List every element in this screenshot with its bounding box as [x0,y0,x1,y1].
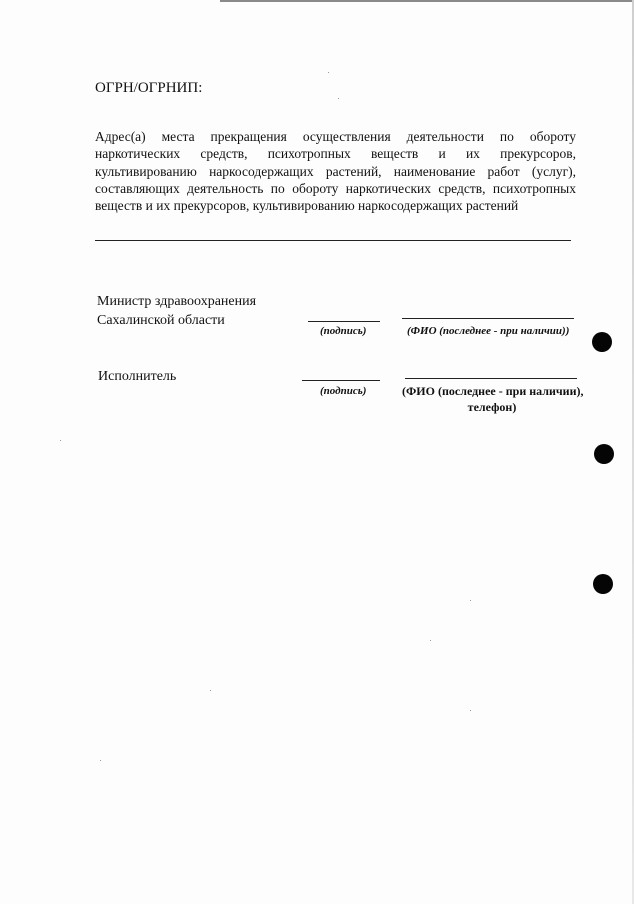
executor-label: Исполнитель [98,369,177,384]
scan-speck [210,690,211,691]
executor-name-caption [402,383,582,415]
punch-hole [594,444,614,464]
executor-name-caption-line-2: телефон) [467,400,517,414]
minister-title [97,292,256,330]
minister-signature-line [308,321,380,322]
executor-signature-caption: (подпись) [320,385,367,397]
punch-hole [593,574,613,594]
minister-name-caption: (ФИО (последнее - при наличии)) [407,325,570,337]
minister-signature-caption: (подпись) [320,325,367,337]
scan-edge-top [220,0,634,2]
address-paragraph: Адрес(а) места прекращения осуществления деятельности по обороту наркотических средств, психотропных веществ и их прекурсоров, культивированию наркосодержащих растений, наименование работ (услуг), составляющих деятельность по обороту наркотических средств, психотропных веществ и их прекурсоров, культивированию наркосодержащих растений [95,129,576,214]
scan-speck [60,440,61,441]
executor-signature-line [302,380,380,381]
scan-speck [338,98,339,99]
executor-name-line [405,378,577,379]
executor-name-caption-line-1: (ФИО (последнее - при наличии), [402,384,584,398]
punch-hole [592,332,612,352]
scan-speck [100,760,101,761]
scan-speck [430,640,431,641]
scan-speck [470,600,471,601]
scan-speck [470,710,471,711]
minister-name-line [402,318,574,319]
ogrn-label: ОГРН/ОГРНИП: [95,80,203,96]
minister-title-line-1: Министр здравоохранения [97,294,257,309]
minister-title-line-2: Сахалинской области [97,313,225,328]
address-fill-line [95,240,571,241]
scan-speck [328,72,329,73]
